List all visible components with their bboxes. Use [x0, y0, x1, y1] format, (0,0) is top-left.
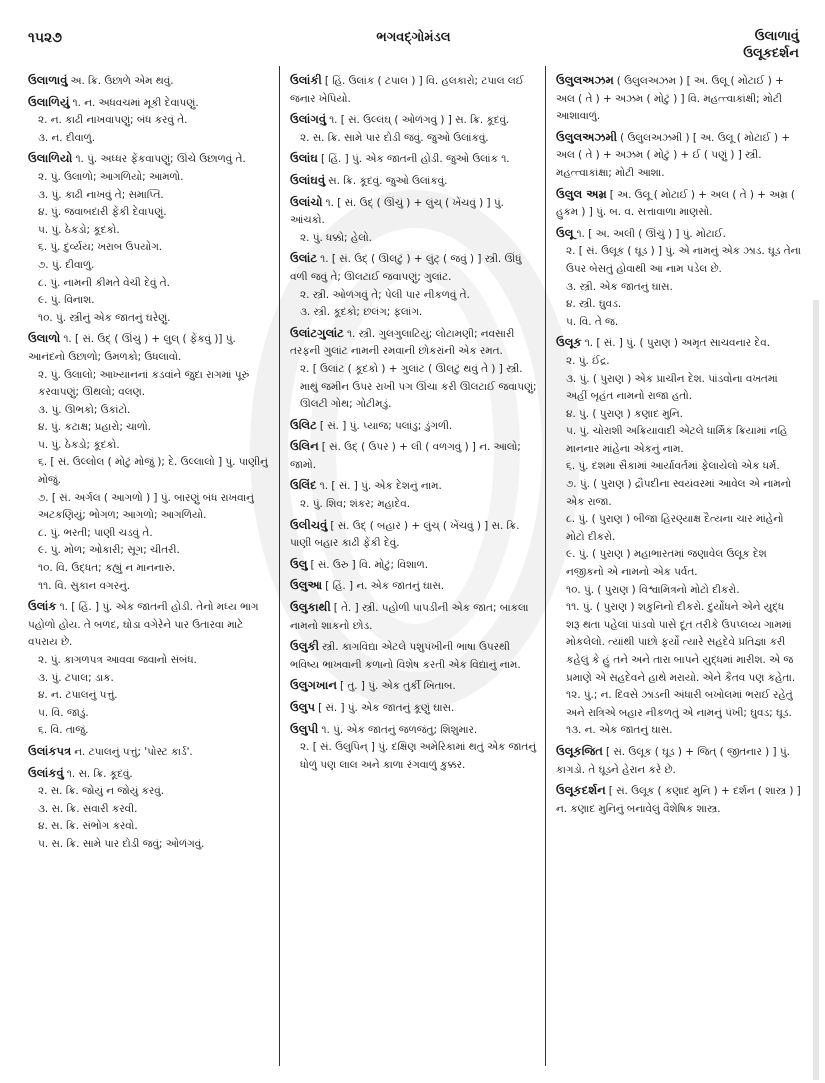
dictionary-entry: [556, 743, 801, 779]
page-number: ૧૫૨૭: [28, 30, 63, 46]
entry-sense: ૧. ન. અધવચમાં મૂકી દેવાપણું.: [72, 96, 199, 109]
entry-headword: ઉલુપ: [290, 700, 316, 714]
dictionary-entry: [290, 150, 537, 169]
dictionary-entry: [290, 172, 537, 191]
guide-word-first: ઉલાળાવું: [754, 29, 799, 44]
column-right: [546, 66, 807, 1066]
dictionary-entry: [290, 517, 537, 553]
entry-headword: ઉલાંટગુલાંટ: [290, 325, 344, 340]
dictionary-entry: [556, 782, 801, 818]
entry-sense: ૨. પું. કાગળપત્ર આવવા જવાનો સંબંધ.: [38, 654, 197, 666]
entry-sense: ૫. વિ. તે જ.: [566, 315, 619, 328]
entry-sense: [ તુ. ] પું. એક તુર્કી ખિતાબ.: [340, 680, 456, 693]
dictionary-entry: [28, 598, 273, 740]
entry-sense: [ સં. ઉલૂક ( કણાદ મુનિ ) + દર્શન ( શાસ્ત્ર ) ] ન. કણાદ મુનિનું બનાવેલું વૈશેષિક શાસ્ત્ર.: [556, 785, 801, 815]
entry-sense: સ. ક્રિ. કૂદવું. જુઓ ઉલાંકવું.: [328, 174, 448, 187]
entry-sense: ૧. [ અ. અલી ( ઊંચું ) ] પું. મોટાઈ.: [576, 227, 726, 240]
entry-sense: ૮. પું. નામની કીમતે વેચી દેવું તે.: [38, 276, 170, 289]
entry-headword: ઉલાંચો: [290, 194, 323, 209]
entry-sense: ( ઉલુલઅઝમ ) [ અ. ઉલૂ ( મોટાઈ ) + અલ ( તે ) + અઝમ ( મોટું ) ] વિ. મહત્ત્વાકાંક્ષી; મોટી આશાવાળું.: [556, 75, 784, 123]
entry-headword: ઉલિન: [290, 439, 319, 454]
entry-sense: ૧૧. પું. ( પુરાણ ) શકુનિનો દીકરો. દુર્યોધને એને યુદ્ધ શરૂ થતા પહેલાં પાંડવો પાસે દૂત તરીકે ઉપપ્લવ્ય ગામમાં મોકલેલો. ત્યાંથી પાછો ફર્યો ત્યારે સહદેવે પ્રતિજ્ઞા કરી કહેલું કે હું તને અને તારા બાપને યુદ્ધમાં મારીશ. એ જ પ્રમાણે એ સહદેવને હાથે મરાયો. એને કૈતવ પણ કહેતા.: [566, 601, 796, 684]
entry-headword: ઉલાંકવું: [28, 765, 64, 780]
entry-headword: ઉલાંકી: [290, 73, 322, 87]
entry-sense: ૪. પું. જવાબદારી ફેંકી દેવાપણું.: [38, 206, 167, 219]
entry-sense: ૩. પું. ( પુરાણ ) એક પ્રાચીન દેશ. પાંડવોના વખતમાં અહીં બૃહંત નામનો રાજા હતો.: [566, 372, 778, 403]
entry-sense: ૧. સ્ત્રી. ગુલગુલાટિયું; લોટામણી; નવસારી તરફની ગુલાંટ નામની રમવાની છોકરાંની એક રમત.: [290, 327, 515, 358]
entry-sense: ૪. પું. ( પુરાણ ) કણાદ મુનિ.: [566, 407, 683, 420]
guide-word-last: ઉલૂકદર્શન: [743, 46, 799, 61]
entry-sense: ૧૧. વિ. સુકાન વગરનું.: [38, 579, 131, 592]
dictionary-entry: [290, 721, 537, 775]
entry-headword: ઉલુલઅઝમ: [556, 73, 614, 87]
entry-sense: ૩. ન. દીવાળું.: [38, 131, 96, 144]
dictionary-entry: [290, 577, 537, 596]
entry-sense: ૫. પું. ઠેકડો; કૂદકો.: [38, 223, 120, 236]
entry-headword: ઉલાંટ: [290, 251, 318, 266]
entry-sense: ૧. [ સં. ઉદ્ ( ઊંચું ) + લુંચ્ ( ખેંચવું ) ] પું. આંચકો.: [290, 196, 504, 227]
entry-headword: ઉલીચવું: [290, 517, 328, 532]
entry-sense: ૧૨. પું.; ન. દિવસે ઝાડની અંધારી બખોલમાં ભરાઈ રહેતું અને રાત્રિએ બહાર નીકળતું એ નામનું પંખી; ઘુવડ; ઘૂડ.: [566, 689, 793, 719]
entry-headword: ઉલાંઘ: [290, 151, 318, 166]
dictionary-entry: [290, 556, 537, 575]
entry-sense: ૧. સ. ક્રિ. કૂદવું.: [66, 767, 133, 780]
entry-sense: ૧૩. ન. એક જાતનું ઘાસ.: [566, 724, 673, 737]
entry-headword: ઉલિંદ: [290, 478, 317, 493]
scan-edge-shadow: [813, 300, 819, 1080]
entry-sense: [ હિં. ઉલાંક ( ટપાલ ) ] વિ. હલકારો; ટપાલ લઈ જનાર ખેપિયો.: [290, 75, 524, 105]
entry-sense: ૧. પું. અધ્ધર ફેંકવાપણું; ઊંચે ઉછાળવું તે.: [75, 153, 246, 166]
entry-sense: ૧. પું. એક જાતનું જળજંતુ; શિશુમાર.: [321, 723, 478, 736]
entry-sense: ૧૦. પું. સ્ત્રીનું એક જાતનું ઘરેણું.: [38, 311, 171, 324]
entry-sense: ૨. પું. ધક્કો; હેલો.: [300, 231, 372, 244]
entry-headword: ઉલાંગવું: [290, 112, 327, 127]
entry-sense: ૬. પું. દશમા સૈકામાં આર્યાવર્તમાં ફેલાયેલો એક ધર્મ.: [566, 460, 780, 473]
entry-sense: ૫. પું. ઠેકડો; કૂદકો.: [38, 438, 120, 451]
entry-sense: ૯. પું. મોળ; ઓકારી; સૂગ; ચીતરી.: [38, 544, 180, 557]
dictionary-entry: [290, 111, 537, 147]
dictionary-entry: [290, 325, 537, 414]
entry-sense: ૧. [ સં. ઉદ્ ( ઊંચું ) + લુલ્ ( ફેંકવું )] પું. આનંદનો ઉછાળો; ઉમળકો; ઉધલાવો.: [28, 333, 236, 363]
page-header: [28, 24, 799, 66]
entry-sense: અ. ક્રિ. ઉછાળે એમ થવું.: [70, 75, 174, 87]
entry-sense: ૭. પું. ( પુરાણ ) દ્રૌપદીના સ્વયંવરમાં આવેલ એ નામનો એક રાજા.: [566, 478, 792, 508]
entry-sense: [ હિં. ] ન. એક જાતનું ઘાસ.: [325, 580, 445, 593]
dictionary-entry: [290, 194, 537, 248]
entry-sense: ૧. [ સં. ] પું. એક દેશનું નામ.: [319, 480, 442, 493]
entry-headword: ઉલુપી: [290, 721, 319, 736]
entry-sense: ૧. [ સં. ] પું. ( પુરાણ ) અમૃત સાચવનાર દેવ.: [584, 337, 771, 350]
entry-sense: ૧. [ હિં. ] પું. એક જાતની હોડી. તેનો મધ્ય ભાગ પહોળો હોય. તે બળદ, ઘોડા વગેરેને પાર ઉતારવા માટે વપરાય છે.: [28, 601, 259, 649]
dictionary-entry: [28, 743, 273, 762]
entry-headword: ઉલાંક: [28, 599, 57, 614]
entry-sense: ૨. પું. ઉલાળો; આગળિયો; આમળો.: [38, 170, 184, 183]
column-left: [22, 66, 280, 1066]
entry-sense: ૭. [ સં. અર્ગલ ( આગળો ) ] પું. બારણું બંધ રાખવાનું અટકણિયું; ભોગળ; આગળો; આગળિયો.: [38, 491, 254, 522]
entry-headword: ઉલુકી: [290, 639, 320, 654]
entry-sense: ( ઉલુલઅઝમી ) [ અ. ઉલૂ ( મોટાઈ ) + અલ ( તે ) + અઝમ ( મોટું ) + ઈ ( પણું ) ] સ્ત્રી. મહત્ત્વાકાંક્ષા; મોટી આશા.: [556, 131, 791, 179]
dictionary-title: ભગવદ્ગોમંડલ: [376, 30, 451, 45]
entry-sense: ૧. [ સં. ઉલ્લંઘ્ ( ઓળંગવું ) ] સ. ક્રિ. કૂદવું.: [329, 114, 510, 127]
entry-sense: [ સં. ] પું. એક જાતનું કૂણું ઘાસ.: [318, 702, 455, 714]
entry-sense: ૨. પું. ઉલાલો; આખ્યાનનાં કડવાંને જુદા રાગમાં પૂરું કરવાપણું; ઊથલો; વલણ.: [38, 368, 250, 399]
entry-sense: ૬. પું. દુર્વ્યય; ખરાબ ઉપયોગ.: [38, 241, 163, 254]
entry-headword: ઉલાળિયો: [28, 151, 73, 166]
entry-sense: [ હિં. ] પું. એક જાતની હોડી. જુઓ ઉલાંક ૧.: [320, 153, 510, 166]
entry-sense: ૨. [ ઉલાંટ ( કૂદકો ) + ગુલાંટ ( ઊલટું થવું તે ) ] સ્ત્રી. માથું જમીન ઉપર રાખી પગ ઊંચા કરી ઊલટાઈ જવાપણું; ઊલટી ગોથ; ગોટીમડું.: [300, 362, 537, 411]
entry-sense: [ તે. ] સ્ત્રી. પહોળી પાપડીની એક જાત; બાકલા નામનો શાકનો છોડ.: [290, 602, 529, 632]
entry-sense: ૪. સ્ત્રી. ઘુવડ.: [566, 298, 622, 311]
entry-sense: ૯. પું. ( પુરાણ ) મહાભારતમાં જણાવેલ ઉલૂક દેશ નજીકનો એ નામનો એક પર્વત.: [566, 548, 767, 579]
entry-headword: ઉલાંકપત્ર: [28, 743, 72, 758]
entry-sense: ન. ટપાલનું પત્તું; 'પોસ્ટ કાર્ડ'.: [74, 745, 193, 758]
entry-sense: સ્ત્રી. કાગવિદ્યા એટલે પશુપંખીની ભાષા ઉપરથી ભવિષ્ય ભાખવાની કળાનો વિશેષ કરતી એક વિદ્યાનું નામ.: [290, 641, 521, 671]
entry-sense: ૪. સ. ક્રિ. સંભોગ કરવો.: [38, 820, 138, 833]
entry-sense: ૬. વિ. તાજું.: [38, 724, 89, 737]
entry-sense: ૫. વિ. જાડું.: [38, 706, 89, 719]
entry-sense: ૭. પું. દીવાળું.: [38, 258, 95, 271]
entry-sense: ૨. પું. ઈંદ્ર.: [566, 354, 610, 367]
entry-sense: ૪. ન. ટપાલનું પત્તું.: [38, 689, 118, 702]
entry-headword: ઉલુકાથી: [290, 600, 331, 615]
entry-sense: ૮. પું. ( પુરાણ ) બીજા હિરણ્યાક્ષ દૈત્યના ચાર માંહેનો મોટો દીકરો.: [566, 513, 784, 543]
dictionary-entry: [556, 72, 801, 126]
dictionary-entry: [290, 677, 537, 696]
entry-headword: ઉલુ: [290, 556, 308, 571]
entry-sense: ૫. પું. ચોરાશી અક્રિયાવાદી એટલે ધાર્મિક ક્રિયામાં નહિ માનનાર માંહેના એકનું નામ.: [566, 425, 788, 455]
entry-sense: [ સં. ] પું. પ્યાજ; પલાંડુ; ડુંગળી.: [319, 419, 453, 432]
guide-words: [743, 28, 799, 62]
dictionary-entry: [290, 638, 537, 674]
entry-headword: ઉલૂ: [556, 225, 574, 240]
dictionary-entry: [28, 765, 273, 854]
dictionary-entry: [556, 225, 801, 332]
entry-headword: ઉલુલ અમ્ર: [556, 186, 607, 201]
entry-sense: ૨. સ્ત્રી. ઓળંગવું તે; પેલી પાર નીકળવું તે.: [300, 288, 470, 301]
entry-sense: ૮. પું. ભરતી; પાણી ચડવું તે.: [38, 526, 153, 539]
entry-sense: ૨. પું. શિવ; શંકર; મહાદેવ.: [300, 498, 411, 511]
dictionary-entry: [290, 438, 537, 474]
entry-sense: ૨. [ સં. ઉલૂક ( ઘૂડ ) ] પું. એ નામનું એક ઝાડ. ઘૂડ તેના ઉપર બેસતું હોવાથી આ નામ પડેલ છે.: [566, 245, 801, 275]
entry-headword: ઉલુલઅઝમી: [556, 129, 618, 144]
entry-sense: ૧. [ સં. ઉદ્ ( ઊલટું ) + લુંટ્ ( જવું ) ] સ્ત્રી. ઊંધું વળી જવું તે; ઊલટાઈ જવાપણું; ગુલાંટ.: [290, 253, 522, 283]
entry-sense: ૧૦. પું. ( પુરાણ ) વિશ્વામિત્રનો મોટો દીકરો.: [566, 583, 740, 596]
dictionary-entry: [290, 599, 537, 635]
entry-sense: ૩. પું. ઊભકો; ઉકાંટો.: [38, 403, 131, 416]
column-middle: [280, 66, 546, 1066]
entry-sense: ૬. [ સં. ઉલ્લોલ ( મોટું મોજું ); દે. ઉલ્લાલો ] પું. પાણીનું મોજું.: [38, 456, 268, 487]
dictionary-entry: [28, 94, 273, 148]
dictionary-entry: [290, 477, 537, 513]
entry-sense: ૧૦. વિ. ઉદ્ધત; કહ્યું ન માનનારું.: [38, 562, 176, 575]
dictionary-columns: [22, 66, 807, 1066]
entry-headword: ઉલિટ: [290, 417, 317, 432]
dictionary-entry: [290, 72, 537, 108]
entry-sense: ૨. ન. કાઢી નાખવાપણું; બંધ કરવું તે.: [38, 114, 188, 127]
dictionary-entry: [290, 250, 537, 321]
entry-sense: [ સં. ઉરુ ] વિ. મોટું; વિશાળ.: [310, 558, 429, 571]
dictionary-entry: [290, 417, 537, 436]
entry-headword: ઉલાંઘવું: [290, 172, 326, 187]
entry-sense: [ સં. ઉલૂક ( ઘૂડ ) + જિત્ ( જીતનાર ) ] પું. કાગડો. તે ઘૂડને હેરાન કરે છે.: [556, 745, 790, 776]
entry-sense: [ સં. ઉદ્ ( બહાર ) + લુંચ્ ( ખેંચવું ) ] સ. ક્રિ. પાણી બહાર કાઢી ફેંકી દેવું.: [290, 519, 520, 550]
entry-sense: ૩. પું. કાઢી નાખવું તે; સમાપ્તિ.: [38, 188, 164, 201]
dictionary-entry: [556, 186, 801, 222]
entry-headword: ઉલાળિયું: [28, 94, 70, 109]
entry-headword: ઉલાળાવું: [28, 73, 68, 87]
entry-headword: ઉલાળો: [28, 331, 61, 346]
dictionary-entry: [556, 129, 801, 183]
entry-sense: [ સં. ઉદ્ ( ઉપર ) + લી ( વળગવું ) ] ન. આલો; જામો.: [290, 441, 521, 471]
entry-sense: [ અ. ઉલૂ ( મોટાઈ ) + અલ ( તે ) + અમ્ર ( હુકમ ) ] પું. બ. વ. સત્તાવાળા માણસો.: [556, 188, 795, 219]
entry-sense: ૨. [ સં. ઉલુપિન્ ] પું. દક્ષિણ અમેરિકામાં થતું એક જાતનું ધોળું પણ લાલ અને કાળા રંગવાળું કુક્કર.: [300, 741, 537, 771]
dictionary-entry: [556, 334, 801, 740]
dictionary-entry: [28, 72, 273, 91]
dictionary-entry: [290, 699, 537, 718]
entry-sense: ૨. સ. ક્રિ. સામે પાર દોડી જવું. જુઓ ઉલાંકવું.: [300, 131, 489, 144]
entry-headword: ઉલુઆ: [290, 578, 323, 593]
entry-sense: ૫. સ. ક્રિ. સામે પાર દોડી જવું; ઓળંગવું.: [38, 837, 205, 850]
entry-headword: ઉલુગખાન: [290, 678, 338, 693]
entry-sense: ૨. સ. ક્રિ. જોયું ન જોયું કરવું.: [38, 785, 165, 798]
entry-sense: ૩. સ્ત્રી. કૂદકો; છલંગ; ફલાંગ.: [300, 306, 423, 319]
dictionary-entry: [28, 150, 273, 327]
dictionary-entry: [28, 330, 273, 595]
entry-sense: ૯. પું. વિનાશ.: [38, 294, 95, 307]
entry-headword: ઉલૂકજિત: [556, 743, 603, 758]
entry-sense: ૩. સ. ક્રિ. સવારી કરવી.: [38, 802, 138, 815]
entry-sense: ૩. સ્ત્રી. એક જાતનું ઘાસ.: [566, 280, 673, 293]
entry-headword: ઉલૂકદર્શન: [556, 783, 606, 798]
entry-sense: ૩. પું. ટપાલ; ડાક.: [38, 671, 114, 684]
entry-sense: ૪. પું. કટાક્ષ; પ્રહારો; ચાળો.: [38, 421, 151, 434]
entry-headword: ઉલૂક: [556, 335, 582, 350]
